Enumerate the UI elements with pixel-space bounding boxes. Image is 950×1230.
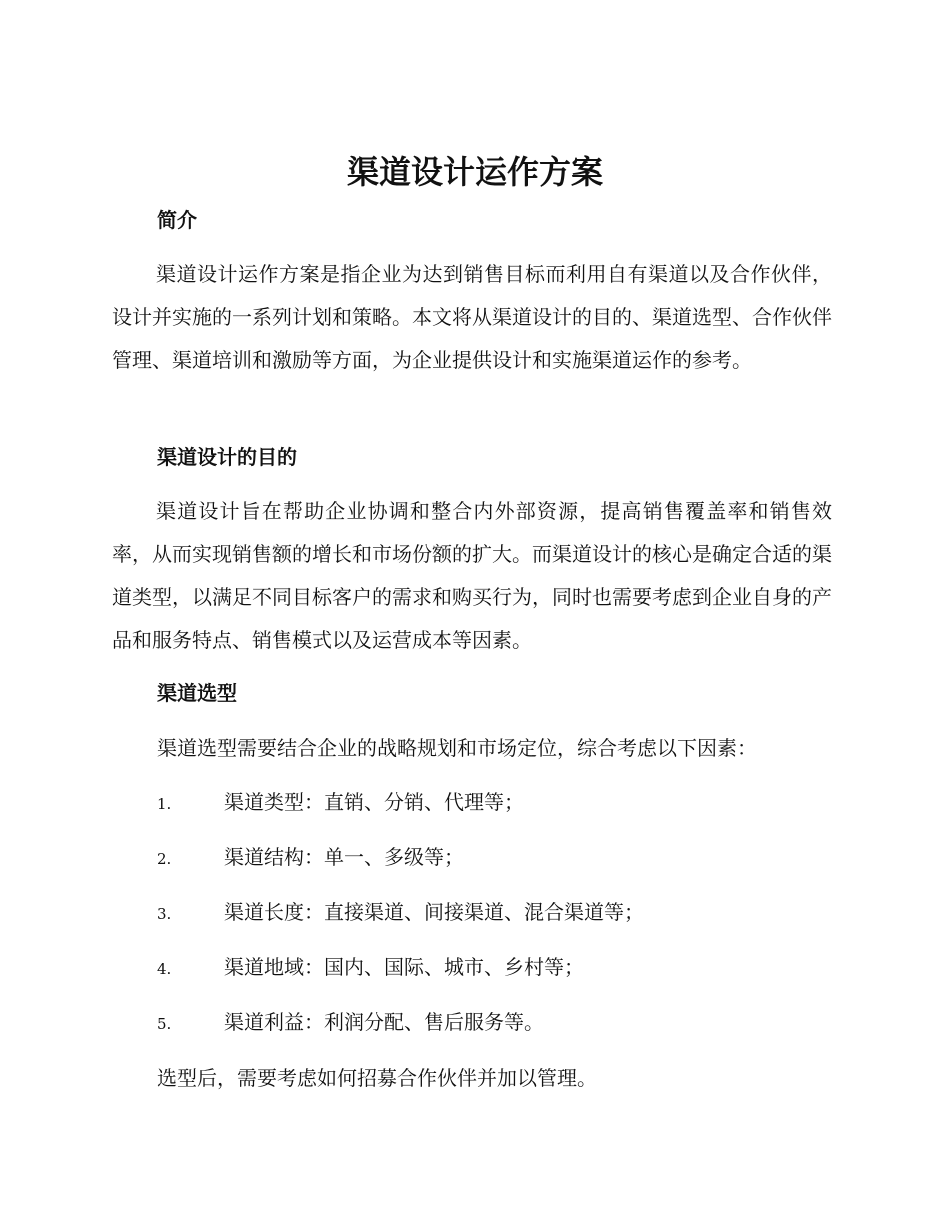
selection-intro: 渠道选型需要结合企业的战略规划和市场定位，综合考虑以下因素： (157, 736, 757, 760)
list-item-number: 3. (157, 905, 172, 923)
page-title: 渠道设计运作方案 (346, 153, 603, 191)
purpose-paragraph: 渠道设计旨在帮助企业协调和整合内外部资源，提高销售覆盖率和销售效率，从而实现销售额的增长和市场份额的扩大。而渠道设计的核心是确定合适的渠道类型，以满足不同目标客户的需求和购买行为，同时也需要考虑到企业自身的产品和服务特点、销售模式以及运营成本等因素。 (112, 499, 832, 652)
intro-paragraph: 渠道设计运作方案是指企业为达到销售目标而利用自有渠道以及合作伙伴，设计并实施的一系列计划和策略。本文将从渠道设计的目的、渠道选型、合作伙伴管理、渠道培训和激励等方面，为企业提供设计和实施渠道运作的参考。 (112, 262, 832, 372)
section-heading-purpose: 渠道设计的目的 (157, 445, 297, 469)
list-item-text: 渠道长度：直接渠道、间接渠道、混合渠道等； (224, 900, 644, 924)
list-item-text: 渠道类型：直销、分销、代理等； (224, 790, 524, 814)
section-heading-selection: 渠道选型 (157, 681, 237, 705)
list-item-text: 渠道利益：利润分配、售后服务等。 (224, 1010, 544, 1034)
list-item-text: 渠道地域：国内、国际、城市、乡村等； (224, 955, 584, 979)
section-heading-intro: 简介 (157, 208, 197, 232)
selection-outro: 选型后，需要考虑如何招募合作伙伴并加以管理。 (157, 1066, 597, 1090)
list-item-number: 4. (157, 960, 172, 978)
list-item-number: 1. (157, 795, 172, 813)
list-item-text: 渠道结构：单一、多级等； (224, 845, 464, 869)
list-item-number: 5. (157, 1015, 172, 1033)
list-item-number: 2. (157, 850, 172, 868)
